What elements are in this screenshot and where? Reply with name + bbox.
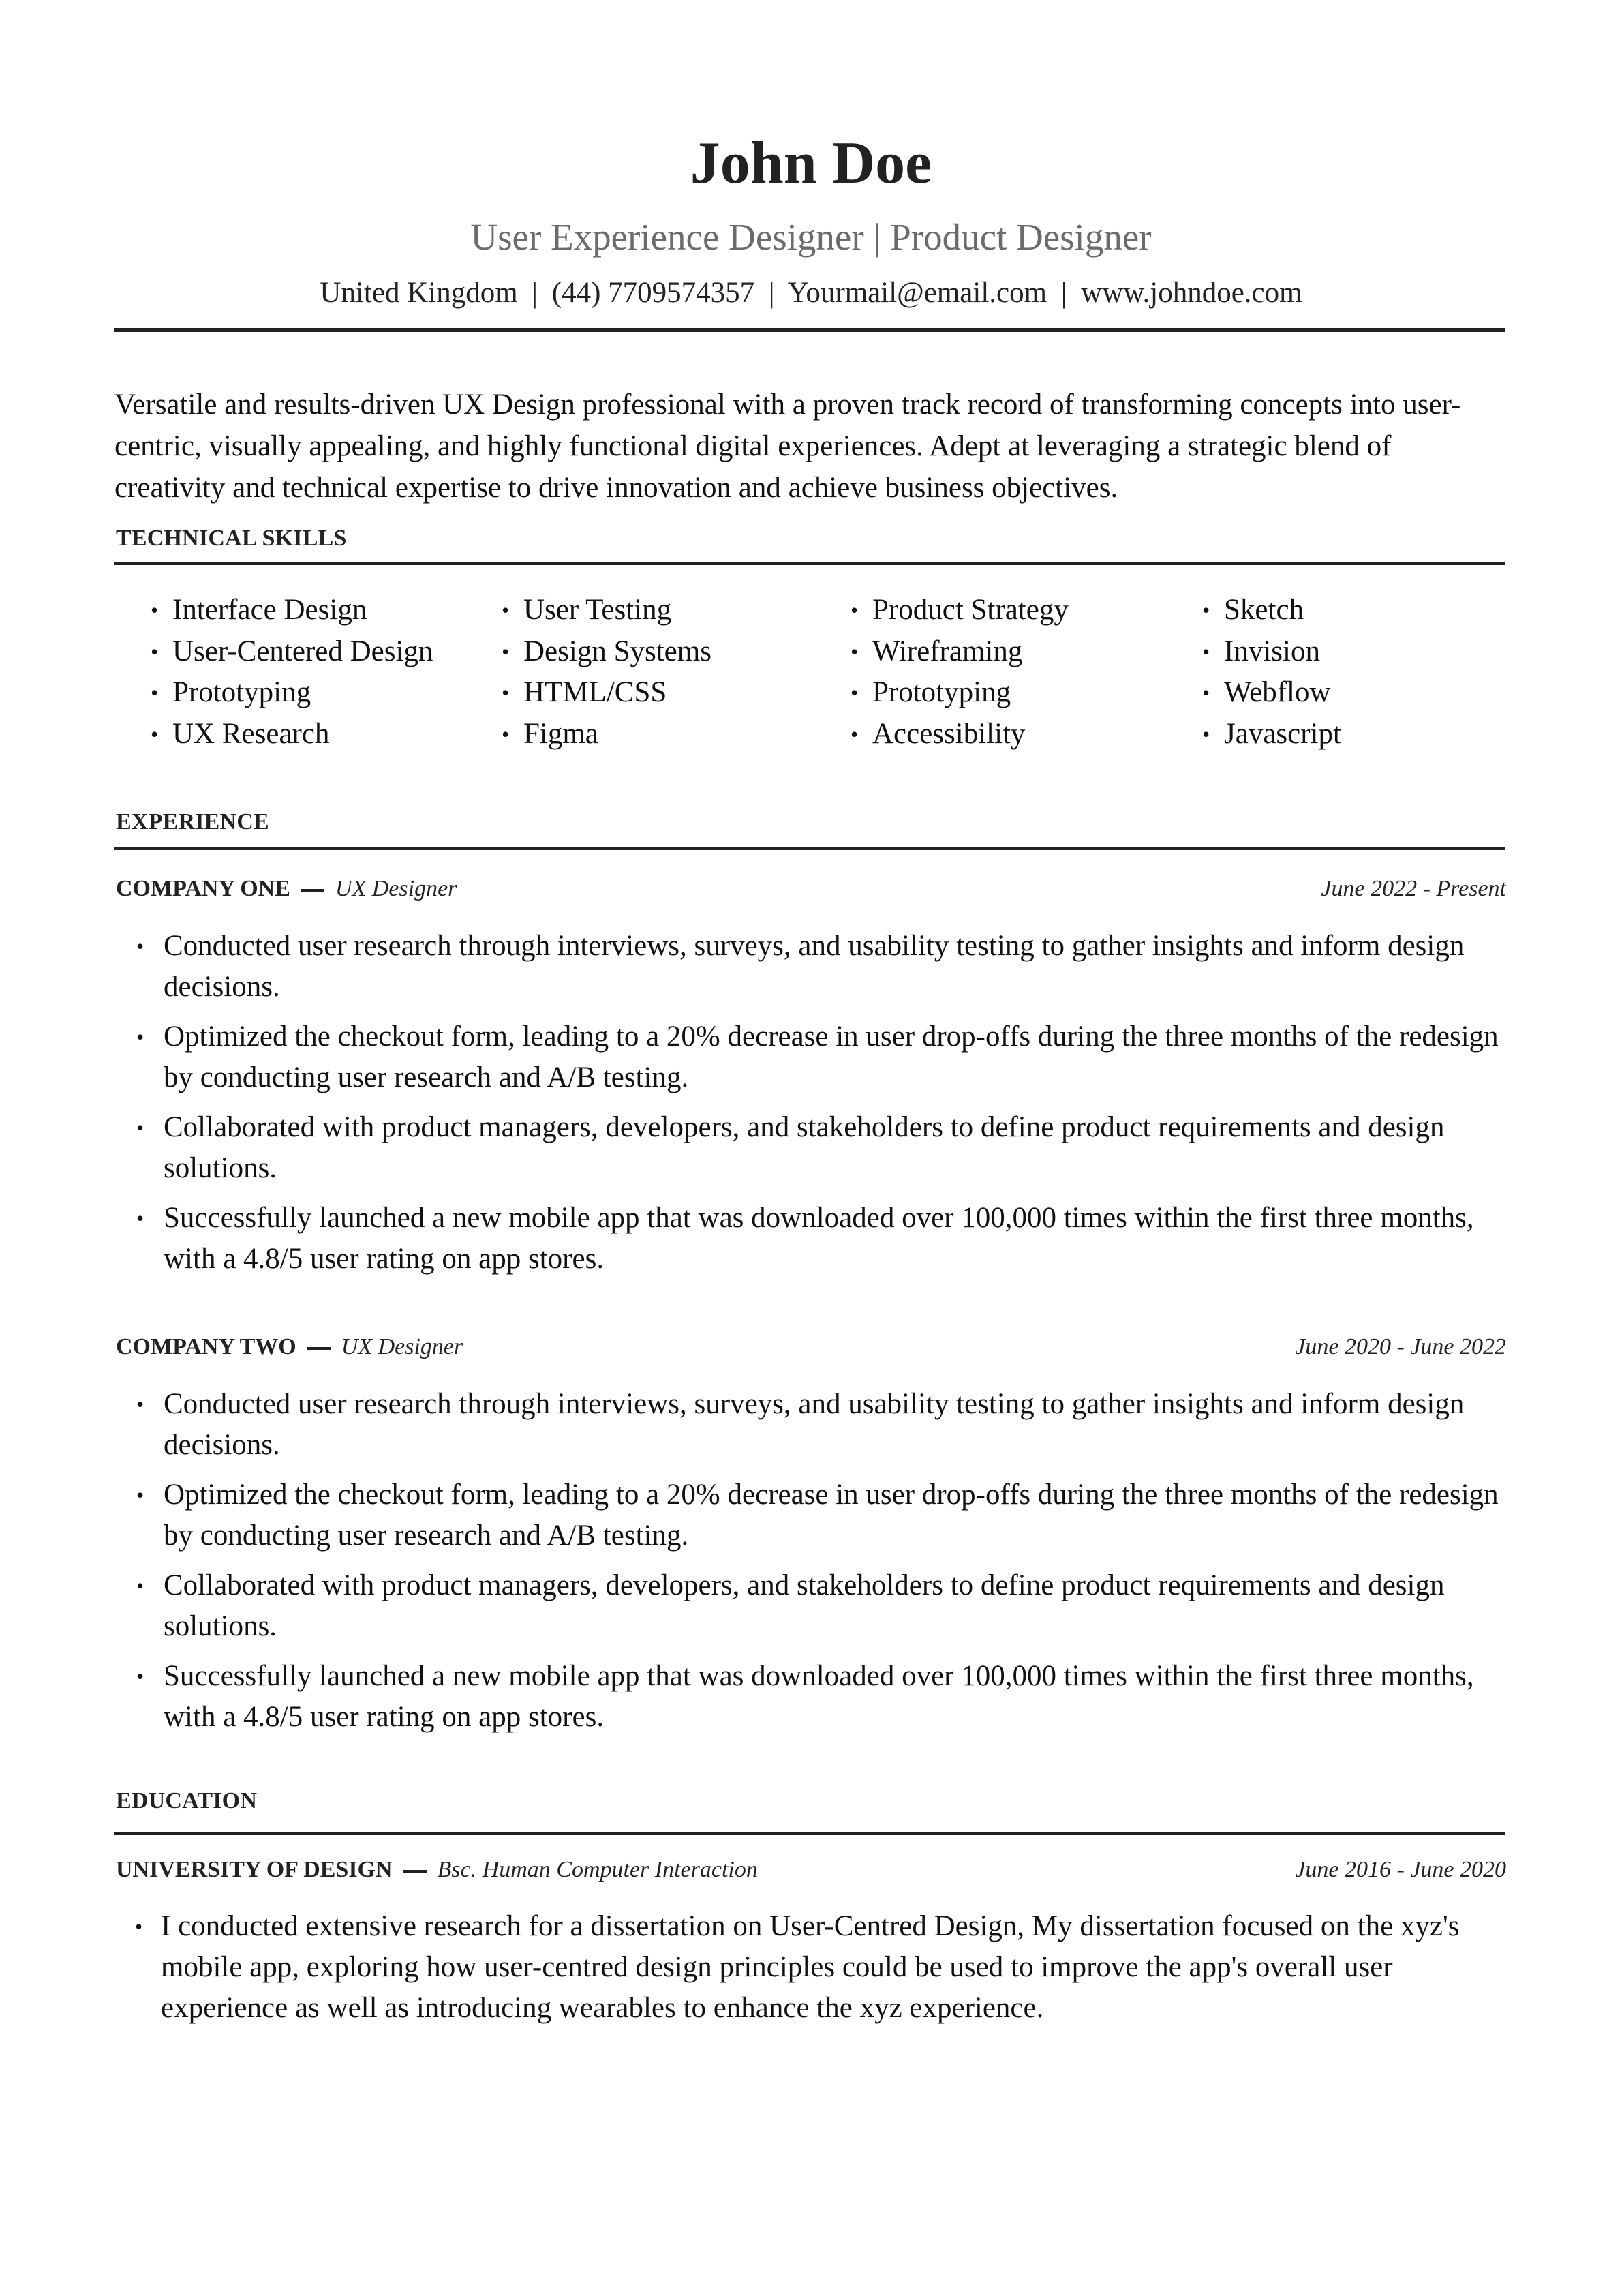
skill-item: • UX Research [151, 714, 505, 755]
bullet-item: • Conducted user research through interviews, surveys, and usability testing to gather insights and inform design decisions. [136, 926, 1510, 1008]
degree-name: Bsc. Human Computer Interaction [437, 1857, 758, 1882]
candidate-name: John Doe [690, 130, 932, 196]
bullet-icon: • [136, 1025, 144, 1049]
job-dates: June 2022 - Present [1321, 876, 1506, 901]
bullet-icon: • [151, 680, 159, 705]
bullet-icon: • [151, 598, 159, 622]
bullet-icon: • [851, 680, 859, 705]
job-header [116, 1334, 1506, 1364]
bullet-icon: • [151, 721, 159, 746]
bullet-icon: • [502, 680, 510, 705]
skill-item: • Sketch [1202, 590, 1557, 631]
education-dates: June 2016 - June 2020 [1295, 1857, 1506, 1882]
skill-item: • Figma [502, 714, 856, 755]
skill-item: • Interface Design [151, 590, 505, 631]
job-dates: June 2020 - June 2022 [1295, 1334, 1506, 1359]
skills-column-3 [851, 590, 1205, 755]
company-name: COMPANY ONE [116, 876, 290, 901]
skill-item: • Prototyping [151, 672, 505, 714]
skill-item: • HTML/CSS [502, 672, 856, 714]
candidate-title: User Experience Designer | Product Designer [470, 216, 1152, 258]
skill-item: • Invision [1202, 631, 1557, 673]
skill-item: • User-Centered Design [151, 631, 505, 673]
education-bullets [135, 1906, 1512, 2038]
bullet-item: • Collaborated with product managers, developers, and stakeholders to define product requirements and design solutions. [136, 1107, 1510, 1189]
bullet-icon: • [1202, 598, 1210, 622]
professional-summary: Versatile and results-driven UX Design professional with a proven track record of transforming concepts into user-centric, visually appealing, and highly functional digital experiences. Adept at leveraging a strategic blend of creativity and technical expertise to drive innovation and achieve business objectives. [114, 389, 1461, 504]
bullet-icon: • [502, 639, 510, 664]
skill-item: • User Testing [502, 590, 856, 631]
bullet-icon: • [1202, 639, 1210, 664]
skill-item: • Prototyping [851, 672, 1205, 714]
contact-website[interactable]: www.johndoe.com [1081, 277, 1302, 309]
contact-location: United Kingdom [320, 277, 518, 309]
job-role: UX Designer [341, 1334, 463, 1359]
header-divider [114, 328, 1505, 332]
skill-item: • Webflow [1202, 672, 1557, 714]
bullet-item: • Conducted user research through interviews, surveys, and usability testing to gather insights and inform design decisions. [136, 1384, 1510, 1466]
bullet-item: • Successfully launched a new mobile app that was downloaded over 100,000 times within the first three months, with a 4.8/5 user rating on app stores. [136, 1198, 1510, 1280]
em-dash-divider [301, 889, 324, 892]
skill-item: • Javascript [1202, 714, 1557, 755]
company-name: COMPANY TWO [116, 1334, 296, 1359]
bullet-icon: • [136, 934, 144, 958]
section-divider [114, 562, 1505, 565]
contact-separator: | [768, 277, 775, 309]
bullet-item: • I conducted extensive research for a dissertation on User-Centred Design, My dissertation focused on the xyz's mobile app, exploring how user-centred design principles could be used to improve the app's overall user experience as well as introducing wearables to enhance the xyz experience. [135, 1906, 1512, 2029]
bullet-icon: • [502, 598, 510, 622]
job-bullets [136, 926, 1510, 1288]
skill-item: • Product Strategy [851, 590, 1205, 631]
skills-column-4 [1202, 590, 1557, 755]
skills-column-1 [151, 590, 505, 755]
section-title-experience: EXPERIENCE [116, 809, 269, 834]
skill-item: • Wireframing [851, 631, 1205, 673]
skills-column-2 [502, 590, 859, 755]
em-dash-divider [403, 1870, 427, 1873]
bullet-icon: • [136, 1664, 144, 1689]
bullet-item: • Optimized the checkout form, leading to a 20% decrease in user drop-offs during the three months of the redesign by conducting user research and A/B testing. [136, 1475, 1510, 1556]
bullet-icon: • [502, 721, 510, 746]
section-divider [114, 1832, 1505, 1835]
bullet-icon: • [851, 639, 859, 664]
contact-separator: | [1060, 277, 1067, 309]
section-title-education: EDUCATION [116, 1788, 258, 1813]
bullet-icon: • [151, 639, 159, 664]
education-header [116, 1857, 1506, 1887]
bullet-icon: • [136, 1483, 144, 1507]
bullet-icon: • [136, 1392, 144, 1417]
job-header [116, 876, 1506, 906]
skill-item: • Accessibility [851, 714, 1205, 755]
em-dash-divider [307, 1347, 331, 1350]
bullet-icon: • [136, 1573, 144, 1598]
school-name: UNIVERSITY OF DESIGN [116, 1857, 393, 1882]
skill-item: • Design Systems [502, 631, 856, 673]
section-title-technical-skills: TECHNICAL SKILLS [116, 526, 347, 551]
contact-phone[interactable]: (44) 7709574357 [551, 277, 755, 309]
job-bullets [136, 1384, 1510, 1747]
section-divider [114, 847, 1505, 850]
bullet-item: • Optimized the checkout form, leading to a 20% decrease in user drop-offs during the three months of the redesign by conducting user research and A/B testing. [136, 1016, 1510, 1098]
bullet-icon: • [136, 1115, 144, 1140]
bullet-item: • Successfully launched a new mobile app that was downloaded over 100,000 times within the first three months, with a 4.8/5 user rating on app stores. [136, 1656, 1510, 1738]
bullet-icon: • [851, 721, 859, 746]
contact-separator: | [532, 277, 538, 309]
bullet-item: • Collaborated with product managers, developers, and stakeholders to define product requirements and design solutions. [136, 1565, 1510, 1647]
bullet-icon: • [136, 1206, 144, 1230]
contact-line [0, 274, 1622, 312]
contact-email[interactable]: Yourmail@email.com [787, 277, 1047, 309]
bullet-icon: • [851, 598, 859, 622]
bullet-icon: • [1202, 721, 1210, 746]
job-role: UX Designer [335, 876, 457, 901]
bullet-icon: • [1202, 680, 1210, 705]
bullet-icon: • [135, 1914, 143, 1939]
